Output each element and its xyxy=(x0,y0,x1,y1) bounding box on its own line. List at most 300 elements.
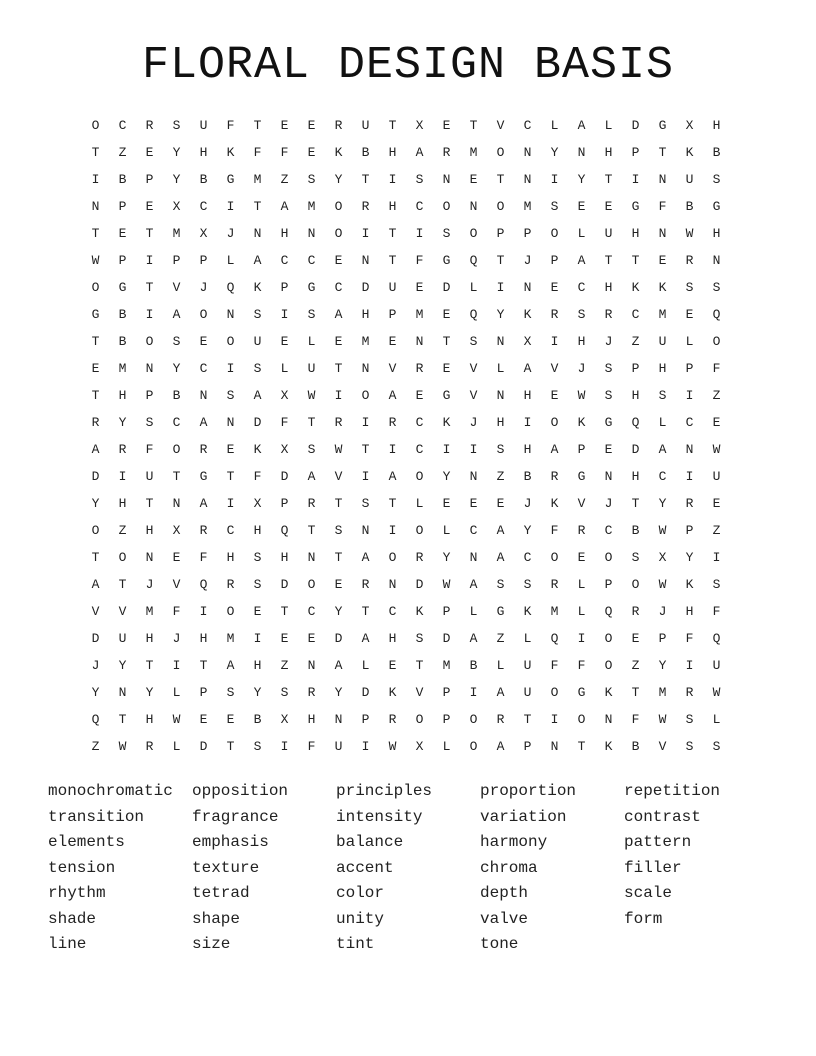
grid-letter: L xyxy=(307,334,316,349)
grid-letter: O xyxy=(91,523,100,538)
grid-letter: N xyxy=(415,334,424,349)
grid-row xyxy=(82,652,730,679)
grid-letter: Y xyxy=(577,172,586,187)
grid-letter: R xyxy=(685,685,694,700)
grid-letter: S xyxy=(226,388,235,403)
grid-letter: E xyxy=(145,145,154,160)
grid-letter: A xyxy=(415,145,424,160)
grid-letter: N xyxy=(496,334,505,349)
grid-letter: M xyxy=(523,199,532,214)
grid-letter: W xyxy=(91,253,100,268)
grid-letter: R xyxy=(199,442,208,457)
grid-letter: E xyxy=(118,226,127,241)
grid-letter: L xyxy=(280,361,289,376)
grid-letter: H xyxy=(118,496,127,511)
grid-letter: O xyxy=(145,334,154,349)
grid-letter: N xyxy=(685,442,694,457)
grid-letter: A xyxy=(361,631,370,646)
grid-letter: F xyxy=(577,658,586,673)
grid-letter: H xyxy=(523,442,532,457)
grid-letter: G xyxy=(604,415,613,430)
grid-letter: L xyxy=(496,361,505,376)
grid-letter: I xyxy=(118,469,127,484)
grid-letter: I xyxy=(550,172,559,187)
grid-letter: T xyxy=(307,415,316,430)
grid-letter: J xyxy=(145,577,154,592)
grid-row xyxy=(82,625,730,652)
word-list-item: proportion xyxy=(480,782,577,800)
grid-letter: X xyxy=(280,712,289,727)
grid-letter: X xyxy=(172,523,181,538)
grid-letter: M xyxy=(469,145,478,160)
grid-letter: L xyxy=(172,685,181,700)
grid-letter: K xyxy=(226,145,235,160)
grid-letter: N xyxy=(604,712,613,727)
grid-letter: V xyxy=(172,577,181,592)
grid-letter: Z xyxy=(496,469,505,484)
grid-letter: H xyxy=(604,280,613,295)
grid-letter: C xyxy=(307,604,316,619)
grid-row xyxy=(82,517,730,544)
grid-letter: X xyxy=(199,226,208,241)
grid-letter: T xyxy=(388,496,397,511)
grid-letter: T xyxy=(361,442,370,457)
grid-letter: Y xyxy=(91,496,100,511)
grid-letter: E xyxy=(253,604,262,619)
grid-letter: Q xyxy=(550,631,559,646)
grid-row xyxy=(82,193,730,220)
grid-letter: N xyxy=(496,388,505,403)
grid-letter: P xyxy=(658,631,667,646)
grid-letter: B xyxy=(118,334,127,349)
grid-letter: P xyxy=(145,172,154,187)
grid-letter: C xyxy=(523,118,532,133)
grid-letter: T xyxy=(226,739,235,754)
grid-letter: C xyxy=(388,604,397,619)
grid-letter: P xyxy=(631,361,640,376)
grid-letter: O xyxy=(388,550,397,565)
grid-letter: I xyxy=(685,469,694,484)
grid-letter: Z xyxy=(118,523,127,538)
grid-letter: C xyxy=(577,280,586,295)
grid-letter: E xyxy=(415,388,424,403)
grid-letter: F xyxy=(172,604,181,619)
grid-letter: T xyxy=(523,712,532,727)
grid-letter: T xyxy=(469,118,478,133)
word-column xyxy=(48,779,192,958)
grid-letter: S xyxy=(253,739,262,754)
grid-row xyxy=(82,139,730,166)
grid-letter: R xyxy=(334,118,343,133)
grid-letter: Z xyxy=(712,523,721,538)
grid-letter: E xyxy=(550,280,559,295)
word-list-item: opposition xyxy=(192,782,289,800)
word-list-item: shade xyxy=(48,909,97,928)
grid-letter: U xyxy=(334,739,343,754)
grid-letter: K xyxy=(685,577,694,592)
word-list-item: repetition xyxy=(624,782,721,800)
grid-letter: T xyxy=(361,604,370,619)
grid-letter: T xyxy=(334,361,343,376)
grid-letter: L xyxy=(577,604,586,619)
grid-letter: E xyxy=(577,199,586,214)
word-column xyxy=(192,779,336,958)
grid-letter: K xyxy=(685,145,694,160)
grid-letter: Y xyxy=(334,685,343,700)
grid-letter: H xyxy=(361,307,370,322)
grid-letter: R xyxy=(226,577,235,592)
grid-letter: B xyxy=(118,307,127,322)
grid-letter: G xyxy=(442,253,451,268)
grid-letter: T xyxy=(226,469,235,484)
word-list-item: fragrance xyxy=(192,807,279,826)
grid-letter: L xyxy=(469,604,478,619)
grid-letter: E xyxy=(145,199,154,214)
grid-letter: I xyxy=(361,469,370,484)
grid-letter: G xyxy=(496,604,505,619)
grid-letter: C xyxy=(685,415,694,430)
grid-letter: P xyxy=(685,523,694,538)
grid-letter: S xyxy=(712,172,721,187)
grid-letter: Q xyxy=(199,577,208,592)
grid-letter: G xyxy=(658,118,667,133)
grid-letter: B xyxy=(685,199,694,214)
grid-letter: A xyxy=(253,253,262,268)
grid-letter: J xyxy=(604,496,613,511)
grid-letter: R xyxy=(307,496,316,511)
grid-letter: C xyxy=(604,523,613,538)
grid-letter: O xyxy=(226,604,235,619)
grid-letter: I xyxy=(712,550,721,565)
grid-letter: E xyxy=(334,577,343,592)
grid-letter: R xyxy=(415,550,424,565)
grid-letter: A xyxy=(523,361,532,376)
grid-letter: X xyxy=(415,739,424,754)
grid-letter: J xyxy=(469,415,478,430)
grid-letter: H xyxy=(145,712,154,727)
grid-letter: P xyxy=(280,280,289,295)
grid-letter: F xyxy=(280,145,289,160)
word-list-item: depth xyxy=(480,884,529,902)
grid-letter: W xyxy=(712,442,721,457)
grid-letter: T xyxy=(91,550,100,565)
grid-letter: R xyxy=(361,199,370,214)
grid-letter: R xyxy=(685,253,694,268)
grid-letter: T xyxy=(145,496,154,511)
grid-letter: R xyxy=(550,469,559,484)
grid-letter: A xyxy=(91,577,100,592)
word-list-item: tint xyxy=(336,935,375,953)
grid-letter: O xyxy=(91,118,100,133)
grid-letter: W xyxy=(712,685,721,700)
word-list-item: texture xyxy=(192,858,260,877)
grid-letter: Y xyxy=(118,658,127,673)
grid-letter: N xyxy=(307,550,316,565)
grid-letter: T xyxy=(604,172,613,187)
grid-letter: Y xyxy=(118,415,127,430)
grid-letter: C xyxy=(523,550,532,565)
grid-letter: L xyxy=(604,118,613,133)
grid-letter: C xyxy=(631,307,640,322)
grid-letter: G xyxy=(577,685,586,700)
grid-letter: Z xyxy=(496,631,505,646)
word-list-item: variation xyxy=(480,807,567,826)
grid-letter: T xyxy=(118,712,127,727)
grid-letter: Z xyxy=(631,658,640,673)
grid-letter: C xyxy=(334,280,343,295)
grid-letter: R xyxy=(334,415,343,430)
grid-letter: E xyxy=(442,307,451,322)
grid-letter: B xyxy=(172,388,181,403)
grid-letter: C xyxy=(199,199,208,214)
grid-letter: O xyxy=(361,388,370,403)
grid-letter: A xyxy=(172,307,181,322)
grid-letter: I xyxy=(226,361,235,376)
grid-letter: S xyxy=(253,577,262,592)
grid-letter: E xyxy=(631,631,640,646)
grid-letter: H xyxy=(118,388,127,403)
grid-letter: A xyxy=(199,496,208,511)
grid-letter: H xyxy=(658,361,667,376)
grid-letter: B xyxy=(631,739,640,754)
grid-letter: Q xyxy=(712,631,721,646)
grid-letter: F xyxy=(415,253,424,268)
grid-letter: T xyxy=(91,226,100,241)
grid-letter: W xyxy=(577,388,586,403)
grid-letter: N xyxy=(361,523,370,538)
grid-letter: O xyxy=(496,145,505,160)
grid-letter: Y xyxy=(658,496,667,511)
grid-letter: V xyxy=(496,118,505,133)
grid-letter: L xyxy=(469,280,478,295)
grid-letter: P xyxy=(523,739,532,754)
grid-letter: I xyxy=(226,496,235,511)
grid-letter: P xyxy=(577,442,586,457)
grid-letter: C xyxy=(415,415,424,430)
grid-letter: S xyxy=(685,280,694,295)
grid-letter: R xyxy=(361,577,370,592)
grid-letter: A xyxy=(334,658,343,673)
grid-letter: M xyxy=(253,172,262,187)
word-column xyxy=(336,779,480,958)
grid-letter: O xyxy=(415,523,424,538)
grid-letter: I xyxy=(523,415,532,430)
grid-letter: T xyxy=(334,496,343,511)
grid-letter: S xyxy=(442,226,451,241)
grid-letter: D xyxy=(91,469,100,484)
grid-letter: P xyxy=(361,712,370,727)
grid-letter: S xyxy=(712,739,721,754)
grid-letter: A xyxy=(496,685,505,700)
grid-letter: K xyxy=(253,442,262,457)
grid-letter: S xyxy=(415,631,424,646)
grid-letter: Y xyxy=(145,685,154,700)
grid-letter: T xyxy=(334,550,343,565)
word-list-item: color xyxy=(336,884,385,902)
grid-row xyxy=(82,733,730,760)
grid-letter: F xyxy=(253,145,262,160)
grid-letter: H xyxy=(496,415,505,430)
grid-letter: R xyxy=(307,685,316,700)
grid-letter: I xyxy=(334,388,343,403)
grid-letter: F xyxy=(685,631,694,646)
grid-letter: T xyxy=(253,199,262,214)
grid-letter: E xyxy=(712,496,721,511)
grid-letter: A xyxy=(199,415,208,430)
word-list-item: size xyxy=(192,935,231,953)
grid-letter: Y xyxy=(442,550,451,565)
grid-letter: V xyxy=(469,388,478,403)
grid-letter: L xyxy=(361,658,370,673)
grid-letter: B xyxy=(631,523,640,538)
grid-letter: I xyxy=(361,226,370,241)
grid-letter: C xyxy=(172,415,181,430)
grid-letter: N xyxy=(469,469,478,484)
grid-row xyxy=(82,166,730,193)
grid-letter: G xyxy=(307,280,316,295)
grid-letter: X xyxy=(172,199,181,214)
grid-letter: O xyxy=(712,334,721,349)
grid-letter: A xyxy=(496,523,505,538)
word-list-item: monochromatic xyxy=(48,782,173,800)
grid-letter: M xyxy=(415,307,424,322)
grid-letter: J xyxy=(199,280,208,295)
grid-letter: V xyxy=(172,280,181,295)
grid-letter: V xyxy=(550,361,559,376)
grid-letter: C xyxy=(226,523,235,538)
grid-row xyxy=(82,571,730,598)
grid-letter: X xyxy=(415,118,424,133)
grid-letter: Y xyxy=(523,523,532,538)
grid-letter: R xyxy=(631,604,640,619)
grid-letter: N xyxy=(172,496,181,511)
grid-letter: Q xyxy=(712,307,721,322)
grid-letter: F xyxy=(631,712,640,727)
grid-letter: W xyxy=(334,442,343,457)
grid-letter: P xyxy=(496,226,505,241)
grid-letter: J xyxy=(226,226,235,241)
grid-letter: L xyxy=(685,334,694,349)
grid-letter: H xyxy=(388,631,397,646)
grid-letter: P xyxy=(172,253,181,268)
grid-letter: A xyxy=(550,442,559,457)
grid-letter: T xyxy=(253,118,262,133)
grid-letter: A xyxy=(307,469,316,484)
grid-letter: A xyxy=(577,118,586,133)
grid-letter: N xyxy=(658,226,667,241)
grid-letter: B xyxy=(199,172,208,187)
grid-letter: N xyxy=(604,469,613,484)
grid-letter: H xyxy=(307,712,316,727)
grid-letter: N xyxy=(577,145,586,160)
grid-row xyxy=(82,328,730,355)
grid-letter: S xyxy=(685,739,694,754)
word-list-item: line xyxy=(48,935,87,953)
grid-letter: I xyxy=(550,712,559,727)
grid-letter: T xyxy=(631,685,640,700)
grid-letter: O xyxy=(550,226,559,241)
grid-letter: Z xyxy=(118,145,127,160)
grid-row xyxy=(82,706,730,733)
grid-letter: Y xyxy=(172,145,181,160)
grid-letter: D xyxy=(631,118,640,133)
grid-letter: M xyxy=(658,307,667,322)
grid-letter: A xyxy=(280,199,289,214)
grid-letter: F xyxy=(712,604,721,619)
grid-letter: F xyxy=(550,523,559,538)
grid-letter: T xyxy=(145,226,154,241)
grid-letter: J xyxy=(577,361,586,376)
grid-letter: I xyxy=(172,658,181,673)
grid-letter: V xyxy=(91,604,100,619)
grid-letter: S xyxy=(496,577,505,592)
grid-letter: T xyxy=(388,253,397,268)
grid-letter: T xyxy=(307,523,316,538)
grid-letter: H xyxy=(145,631,154,646)
grid-letter: R xyxy=(604,307,613,322)
grid-letter: S xyxy=(523,577,532,592)
word-list-item: tone xyxy=(480,935,519,953)
grid-letter: U xyxy=(361,118,370,133)
grid-letter: C xyxy=(658,469,667,484)
grid-letter: P xyxy=(604,577,613,592)
grid-letter: H xyxy=(199,631,208,646)
grid-letter: O xyxy=(550,415,559,430)
grid-letter: M xyxy=(658,685,667,700)
word-list-item: tetrad xyxy=(192,884,250,902)
grid-letter: I xyxy=(91,172,100,187)
grid-letter: P xyxy=(199,253,208,268)
word-list-item: chroma xyxy=(480,858,538,877)
grid-letter: M xyxy=(172,226,181,241)
grid-letter: K xyxy=(523,604,532,619)
grid-letter: E xyxy=(199,334,208,349)
grid-letter: P xyxy=(631,145,640,160)
grid-letter: R xyxy=(550,577,559,592)
grid-letter: Q xyxy=(604,604,613,619)
grid-letter: O xyxy=(415,469,424,484)
grid-letter: E xyxy=(415,280,424,295)
grid-letter: G xyxy=(442,388,451,403)
grid-letter: H xyxy=(280,226,289,241)
grid-letter: O xyxy=(550,550,559,565)
grid-row xyxy=(82,247,730,274)
grid-letter: H xyxy=(280,550,289,565)
grid-letter: S xyxy=(577,307,586,322)
grid-letter: D xyxy=(91,631,100,646)
grid-letter: I xyxy=(550,334,559,349)
grid-letter: X xyxy=(253,496,262,511)
grid-letter: J xyxy=(523,253,532,268)
grid-letter: E xyxy=(280,118,289,133)
grid-letter: Z xyxy=(91,739,100,754)
word-list-item: contrast xyxy=(624,807,701,826)
grid-letter: J xyxy=(604,334,613,349)
grid-letter: C xyxy=(469,523,478,538)
grid-letter: P xyxy=(388,307,397,322)
grid-letter: B xyxy=(118,172,127,187)
grid-letter: H xyxy=(631,388,640,403)
grid-letter: S xyxy=(334,523,343,538)
grid-letter: H xyxy=(604,145,613,160)
grid-letter: A xyxy=(388,469,397,484)
grid-letter: R xyxy=(685,496,694,511)
grid-letter: V xyxy=(118,604,127,619)
grid-letter: E xyxy=(388,658,397,673)
grid-row xyxy=(82,598,730,625)
word-list-item: balance xyxy=(336,833,404,851)
word-list-item: accent xyxy=(336,858,394,877)
